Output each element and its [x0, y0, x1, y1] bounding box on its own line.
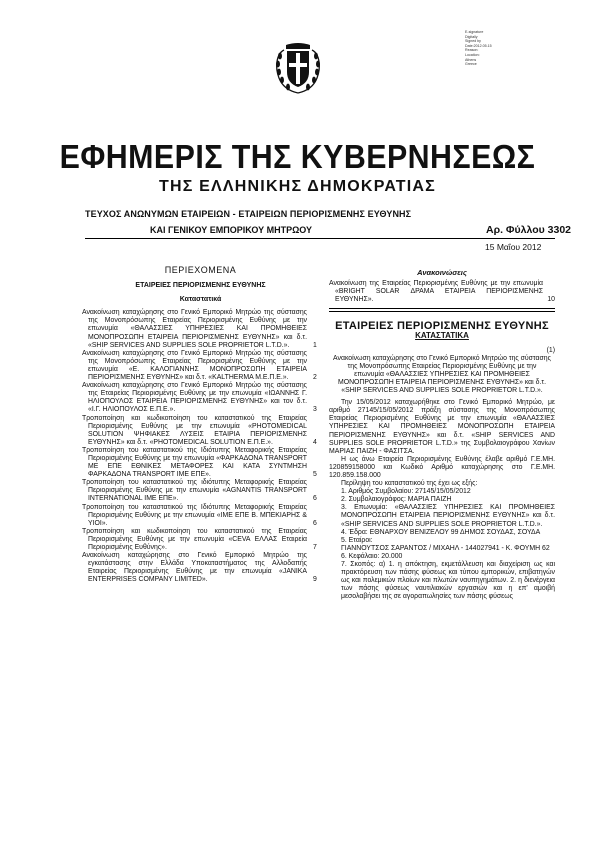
toc-entry[interactable]: Τροποποίηση και κωδικοποίηση του καταστατικού της Εταιρείας Περιορισμένης Ευθύνης με την επωνυμία «PHOTOMEDICAL SOLUTION ΨΗΦΙΑΚΕΣ ΛΥΣΕΙΣ ΕΤΑΙΡΙΑ ΠΕΡΙΟΡΙΣΜΕΝΗΣ ΕΥΘΥΝΗΣ» και δ.τ. «PHOTOMEDICAL SOLUTION Ε.Π.Ε.». 4 [82, 414, 317, 446]
article-list-item: 1. Αριθμός Συμβολαίου: 27145/15/05/2012 [341, 488, 471, 496]
article-paragraph: Περίληψη του καταστατικού της έχει ως εξής: [341, 480, 478, 488]
toc-entry-text: Τροποποίηση του καταστατικού της Ιδιότυπης Μεταφορικής Εταιρείας Περιορισμένης Ευθύνης με την επωνυμία «ΙΜΕ ΕΠΕ Β. ΜΠΕΚΙΑΡΗΣ & ΥΙΟΙ». [82, 503, 307, 527]
article-list-item: 5. Εταίροι: [341, 536, 373, 544]
toc-entry-text: Τροποποίηση του καταστατικού της Ιδιότυπης Μεταφορικής Εταιρείας Περιορισμένης Ευθύνης με την επωνυμία «ΦΑΡΚΑΔΟΝΑ TRANSPORT ΜΕ ΕΠΕ ΕΘΝΙΚΕΣ ΜΕΤΑΦΟΡΕΣ ΚΑΙ ΚΑΤΑ ΣΥΝΤΜΗΣΗ ΦΑΡΚΑΔΟΝΑ TRANSPORT ΙΜΕ ΕΠΕ». [82, 446, 307, 479]
issue-date: 15 Μαΐου 2012 [485, 242, 542, 252]
article-list-item: 3. Επωνυμία: «ΘΑΛΑΣΣΙΕΣ ΥΠΗΡΕΣΙΕΣ ΚΑΙ ΠΡΟΜΗΘΕΙΕΣ ΜΟΝΟΠΡΟΣΩΠΗ ΕΤΑΙΡΕΙΑ ΠΕΡΙΟΡΙΣΜΕΝΗΣ ΕΥΘΥΝΗΣ» και δ.τ. «SHIP SERVICES AND SUPPLIES SOLE PROPRIETOR L.T.D.». [341, 504, 555, 528]
toc-entry[interactable]: Ανακοίνωση καταχώρησης στο Γενικό Εμπορικό Μητρώο της εγκατάστασης στην Ελλάδα Υποκαταστήματος της Αλλοδαπής Εταιρείας Περιορισμένης Ευθύνης με την επωνυμία «JANIKA ENTERPRISES COMPANY LIMITED». 9 [82, 552, 317, 584]
section-divider [329, 311, 555, 312]
stamp-line: Greece [465, 62, 477, 67]
series-line-1: ΤΕΥΧΟΣ ΑΝΩΝΥΜΩΝ ΕΤΑΙΡΕΙΩΝ - ΕΤΑΙΡΕΙΩΝ ΠΕΡΙΟΡΙΣΜΕΝΗΣ ΕΥΘΥΝΗΣ [85, 209, 412, 219]
coat-of-arms-icon [274, 42, 322, 94]
gazette-subtitle: ΤΗΣ ΕΛΛΗΝΙΚΗΣ ΔΗΜΟΚΡΑΤΙΑΣ [159, 178, 436, 195]
announcements-heading: Ανακοινώσεις [417, 268, 467, 277]
toc-entry-text: Ανακοίνωση καταχώρησης στο Γενικό Εμπορικό Μητρώο της σύστασης της Μονοπρόσωπης Εταιρείας Περιορισμένης Ευθύνης με την επωνυμία «Ε. ΚΑΛΟΓΙΑΝΝΗΣ ΜΟΝΟΠΡΟΣΩΠΗ ΕΤΑΙΡΕΙΑ ΠΕΡΙΟΡΙΣΜΕΝΗΣ ΕΥΘΥΝΗΣ» και δ.τ. «KALTHERMA Μ.Ε.Π.Ε.». [82, 349, 307, 382]
article-list-item: ΓΙΑΝΝΟΥΤΣΟΣ ΣΑΡΑΝΤΟΣ / ΜΙΧΑΗΛ - 144027941 - Κ. ΦΟΥΜΗ 62 [341, 544, 550, 552]
header-rule [85, 238, 555, 239]
section-divider [329, 308, 555, 309]
contents-heading: ΠΕΡΙΕΧΟΜΕΝΑ [164, 265, 237, 275]
article-subsection-heading: ΚΑΤΑΣΤΑΤΙΚΑ [415, 331, 469, 341]
article-paragraph: Η ως άνω Εταιρεία Περιορισμένης Ευθύνης έλαβε αριθμό Γ.Ε.ΜΗ. 120859158000 και Κωδικό Αριθμό καταχώρησης στο Γ.Ε.ΜΗ. 120.859.158.000 [329, 455, 555, 479]
toc-entry[interactable]: Τροποποίηση του καταστατικού της Ιδιότυπης Μεταφορικής Εταιρείας Περιορισμένης Ευθύνης με την επωνυμία «ΦΑΡΚΑΔΟΝΑ TRANSPORT ΜΕ ΕΠΕ ΕΘΝΙΚΕΣ ΜΕΤΑΦΟΡΕΣ ΚΑΙ ΚΑΤΑ ΣΥΝΤΜΗΣΗ ΦΑΡΚΑΔΟΝΑ TRANSPORT ΙΜΕ ΕΠΕ». 5 [82, 446, 317, 479]
toc-entry[interactable]: Τροποποίηση και κωδικοποίηση του καταστατικού της Εταιρείας Περιορισμένης Ευθύνης με την επωνυμία «CEVA ΕΛΛΑΣ Εταιρεία Περιορισμένης Ευθύνης». 7 [82, 527, 317, 551]
toc-entry-text: Ανακοίνωση καταχώρησης στο Γενικό Εμπορικό Μητρώο της εγκατάστασης στην Ελλάδα Υποκαταστήματος της Αλλοδαπής Εταιρείας Περιορισμένης Ευθύνης με την επωνυμία «JANIKA ENTERPRISES COMPANY LIMITED». [82, 552, 307, 584]
contents-column [82, 266, 319, 584]
toc-page-number: 10 [547, 296, 555, 304]
series-line-2: ΚΑΙ ΓΕΝΙΚΟΥ ΕΜΠΟΡΙΚΟΥ ΜΗΤΡΩΟΥ [150, 225, 313, 235]
article-intro: Ανακοίνωση καταχώρησης στο Γενικό Εμπορικό Μητρώο της σύστασης της Μονοπρόσωπης Εταιρείας Περιορισμένης Ευθύνης με την επωνυμία «ΘΑΛΑΣΣΙΕΣ ΥΠΗΡΕΣΙΕΣ ΚΑΙ ΠΡΟΜΗΘΕΙΕΣ ΜΟΝΟΠΡΟΣΩΠΗ ΕΤΑΙΡΕΙΑ ΠΕΡΙΟΡΙΣΜΕΝΗΣ ΕΥΘΥΝΗΣ» και δ.τ. «SHIP SERVICES AND SUPPLIES SOLE PROPRIETOR L.T.D.». [333, 354, 551, 395]
gazette-title: ΕΦΗΜΕΡΙΣ ΤΗΣ ΚΥΒΕΡΝΗΣΕΩΣ [59, 138, 536, 175]
toc-entry-text: Ανακοίνωση καταχώρησης στο Γενικό Εμπορικό Μητρώο της σύστασης της Μονοπρόσωπης Εταιρείας Περιορισμένης Ευθύνης με την επωνυμία «ΘΑΛΑΣΣΙΕΣ ΥΠΗΡΕΣΙΕΣ ΚΑΙ ΠΡΟΜΗΘΕΙΕΣ ΜΟΝΟΠΡΟΣΩΠΗ ΕΤΑΙΡΕΙΑ ΠΕΡΙΟΡΙΣΜΕΝΗΣ ΕΥΘΥΝΗΣ» και δ.τ. «SHIP SERVICES AND SUPPLIES SOLE PROPRIETOR L.T.D.». [82, 309, 307, 349]
article-list-item: 7. Σκοπός: α) 1. η απόκτηση, εκμετάλλευση και διαχείριση ως και πρακτόρευση των πάσης φύσεως και τύπου εμπορικών, επιβατηγών ως και πολεμικών πλοίων και πλωτών ναυπηγημάτων. 2. η διενέργεια των πάσης φύσεως ναυτιλιακών εργασιών και η επ' αμοιβή μεσολαβήσει της σε αγοραπωλησίες των πάσης φύσεως [341, 561, 555, 601]
toc-entry-text: Τροποποίηση και κωδικοποίηση του καταστατικού της Εταιρείας Περιορισμένης Ευθύνης με την επωνυμία «CEVA ΕΛΛΑΣ Εταιρεία Περιορισμένης Ευθύνης». [82, 527, 307, 551]
stamp-line: Location: [465, 52, 480, 57]
toc-entry[interactable] [329, 280, 555, 304]
toc-entry[interactable]: Ανακοίνωση καταχώρησης στο Γενικό Εμπορικό Μητρώο της σύστασης της Εταιρείας Περιορισμένης Ευθύνης με την επωνυμία «ΙΩΑΝΝΗΣ Γ. ΗΛΙΟΠΟΥΛΟΣ ΕΤΑΙΡΕΙΑ ΠΕΡΙΟΡΙΣΜΕΝΗΣ ΕΥΘΥΝΗΣ» και τον δ.τ. «Ι.Γ. ΗΛΙΟΠΟΥΛΟΣ Ε.Π.Ε.». 3 [82, 382, 317, 414]
toc-entry-text: Ανακοίνωση της Εταιρείας Περιορισμένης Ευθύνης με την επωνυμία «BRIGHT SOLAR ΔΡΑΜΑ ΕΤΑΙΡΕΙΑ ΠΕΡΙΟΡΙΣΜΕΝΗΣ ΕΥΘΥΝΗΣ». [329, 280, 543, 304]
article-section-heading: ΕΤΑΙΡΕΙΕΣ ΠΕΡΙΟΡΙΣΜΕΝΗΣ ΕΥΘΥΝΗΣ [335, 320, 549, 333]
article-list-item: 6. Κεφάλαιο: 20.000 [341, 552, 403, 560]
toc-entry-text: Τροποποίηση του καταστατικού της ιδιότυπης Μεταφορικής Εταιρείας Περιορισμένης Ευθύνης με την επωνυμία «AGNANTIS TRANSPORT INTERNATIONAL ΙΜΕ ΕΠΕ». [82, 479, 307, 503]
toc-entry[interactable]: Τροποποίηση του καταστατικού της Ιδιότυπης Μεταφορικής Εταιρείας Περιορισμένης Ευθύνης με την επωνυμία «ΙΜΕ ΕΠΕ Β. ΜΠΕΚΙΑΡΗΣ & ΥΙΟΙ». 6 [82, 503, 317, 527]
stamp-line: Digitally [465, 34, 478, 39]
digital-signature-stamp [465, 30, 535, 67]
article-paragraph: Την 15/05/2012 καταχωρήθηκε στο Γενικό Εμπορικό Μητρώο, με αριθμό 27145/15/05/2012 πράξη σύστασης της Μονοπρόσωπης Εταιρείας Περιορισμένης Ευθύνης με την επωνυμία «ΘΑΛΑΣΣΙΕΣ ΥΠΗΡΕΣΙΕΣ ΚΑΙ ΠΡΟΜΗΘΕΙΕΣ ΜΟΝΟΠΡΟΣΩΠΗ ΕΤΑΙΡΕΙΑ ΠΕΡΙΟΡΙΣΜΕΝΗΣ ΕΥΘΥΝΗΣ» και δ.τ. «SHIP SERVICES AND SUPPLIES SOLE PROPRIETOR L.T.D.» της Συμβολαιογράφου Χανίων ΜΑΡΙΑΣ ΠΑΙΖΗ - ΦΑΣΙΤΣΑ. [329, 399, 555, 455]
contents-subsection-heading: Καταστατικά [179, 296, 222, 304]
article-column [329, 269, 555, 601]
article-list-item: 2. Συμβολαιογράφος: ΜΑΡΙΑ ΠΑΙΖΗ [341, 496, 452, 504]
article-number: (1) [546, 346, 555, 354]
stamp-line: Athens [465, 57, 477, 62]
toc-entry[interactable]: Ανακοίνωση καταχώρησης στο Γενικό Εμπορικό Μητρώο της σύστασης της Μονοπρόσωπης Εταιρείας Περιορισμένης Ευθύνης με την επωνυμία «ΘΑΛΑΣΣΙΕΣ ΥΠΗΡΕΣΙΕΣ ΚΑΙ ΠΡΟΜΗΘΕΙΕΣ ΜΟΝΟΠΡΟΣΩΠΗ ΕΤΑΙΡΕΙΑ ΠΕΡΙΟΡΙΣΜΕΝΗΣ ΕΥΘΥΝΗΣ» και δ.τ. «SHIP SERVICES AND SUPPLIES SOLE PROPRIETOR L.T.D.». 1 [82, 309, 317, 349]
toc-entry[interactable]: Ανακοίνωση καταχώρησης στο Γενικό Εμπορικό Μητρώο της σύστασης της Μονοπρόσωπης Εταιρείας Περιορισμένης Ευθύνης με την επωνυμία «Ε. ΚΑΛΟΓΙΑΝΝΗΣ ΜΟΝΟΠΡΟΣΩΠΗ ΕΤΑΙΡΕΙΑ ΠΕΡΙΟΡΙΣΜΕΝΗΣ ΕΥΘΥΝΗΣ» και δ.τ. «KALTHERMA Μ.Ε.Π.Ε.». 2 [82, 349, 317, 382]
stamp-line: Reason: [465, 48, 479, 53]
article-list-item: 4. Έδρα: ΕΘΝΑΡΧΟΥ ΒΕΝΙΖΕΛΟΥ 99 ΔΗΜΟΣ ΣΟΥΔΑΣ, ΣΟΥΔΑ [341, 528, 541, 536]
sheet-number: Αρ. Φύλλου 3302 [486, 224, 571, 236]
stamp-line: Date:2012.05.15 [465, 43, 492, 48]
contents-section-heading: ΕΤΑΙΡΕΙΕΣ ΠΕΡΙΟΡΙΣΜΕΝΗΣ ΕΥΘΥΝΗΣ [135, 282, 266, 290]
stamp-line: Signed by [465, 39, 481, 44]
toc-entry-text: Τροποποίηση και κωδικοποίηση του καταστατικού της Εταιρείας Περιορισμένης Ευθύνης με την επωνυμία «PHOTOMEDICAL SOLUTION ΨΗΦΙΑΚΕΣ ΛΥΣΕΙΣ ΕΤΑΙΡΙΑ ΠΕΡΙΟΡΙΣΜΕΝΗΣ ΕΥΘΥΝΗΣ» και δ.τ. «PHOTOMEDICAL SOLUTION Ε.Π.Ε.». [82, 414, 307, 446]
toc-entry[interactable]: Τροποποίηση του καταστατικού της ιδιότυπης Μεταφορικής Εταιρείας Περιορισμένης Ευθύνης με την επωνυμία «AGNANTIS TRANSPORT INTERNATIONAL ΙΜΕ ΕΠΕ». 6 [82, 479, 317, 503]
toc-entry-text: Ανακοίνωση καταχώρησης στο Γενικό Εμπορικό Μητρώο της σύστασης της Εταιρείας Περιορισμένης Ευθύνης με την επωνυμία «ΙΩΑΝΝΗΣ Γ. ΗΛΙΟΠΟΥΛΟΣ ΕΤΑΙΡΕΙΑ ΠΕΡΙΟΡΙΣΜΕΝΗΣ ΕΥΘΥΝΗΣ» και τον δ.τ. «Ι.Γ. ΗΛΙΟΠΟΥΛΟΣ Ε.Π.Ε.». [82, 382, 307, 414]
stamp-line: E-signature [465, 30, 484, 34]
